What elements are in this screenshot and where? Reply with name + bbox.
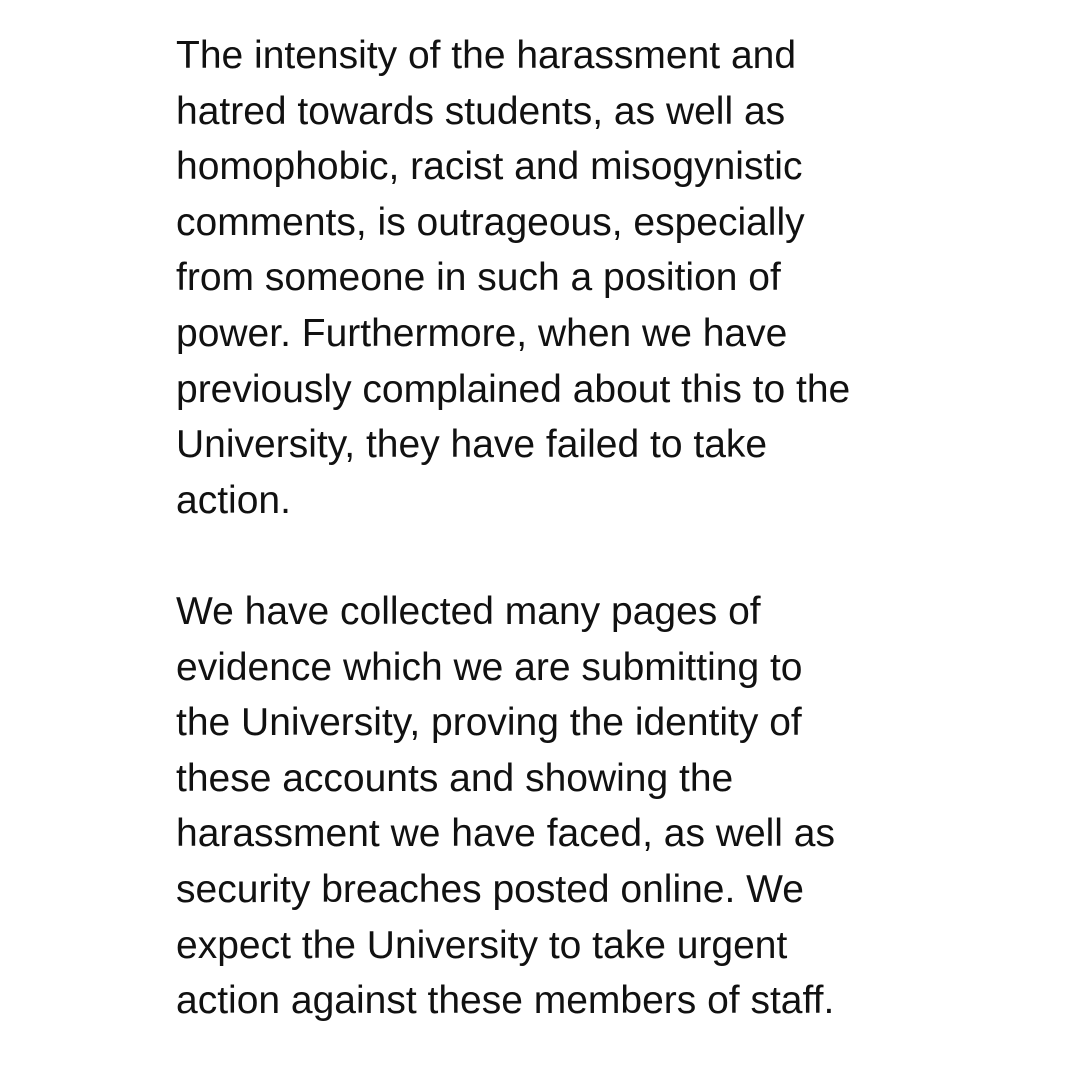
text-line: harassment we have faced, as well as	[176, 812, 836, 856]
text-line: from someone in such a position of	[176, 256, 781, 300]
text-line: previously complained about this to the	[176, 367, 851, 411]
text-line: action.	[176, 478, 291, 522]
statement-text	[176, 28, 936, 1029]
text-line: power. Furthermore, when we have	[176, 311, 788, 355]
text-line: hatred towards students, as well as	[176, 89, 786, 133]
text-line: University, they have failed to take	[176, 423, 768, 467]
text-line: comments, is outrageous, especially	[176, 200, 805, 244]
text-line: security breaches posted online. We	[176, 867, 804, 911]
text-line: evidence which we are submitting to	[176, 645, 803, 689]
text-line: action against these members of staff.	[176, 979, 835, 1023]
text-line: The intensity of the harassment and	[176, 34, 797, 77]
text-line: the University, proving the identity of	[176, 701, 802, 745]
text-line: We have collected many pages of	[176, 589, 761, 633]
paragraph-spacer	[176, 528, 936, 584]
text-line: these accounts and showing the	[176, 756, 734, 800]
text-line: homophobic, racist and misogynistic	[176, 145, 803, 189]
text-line: expect the University to take urgent	[176, 923, 788, 967]
paragraph-2	[176, 584, 936, 1029]
paragraph-1	[176, 28, 936, 528]
